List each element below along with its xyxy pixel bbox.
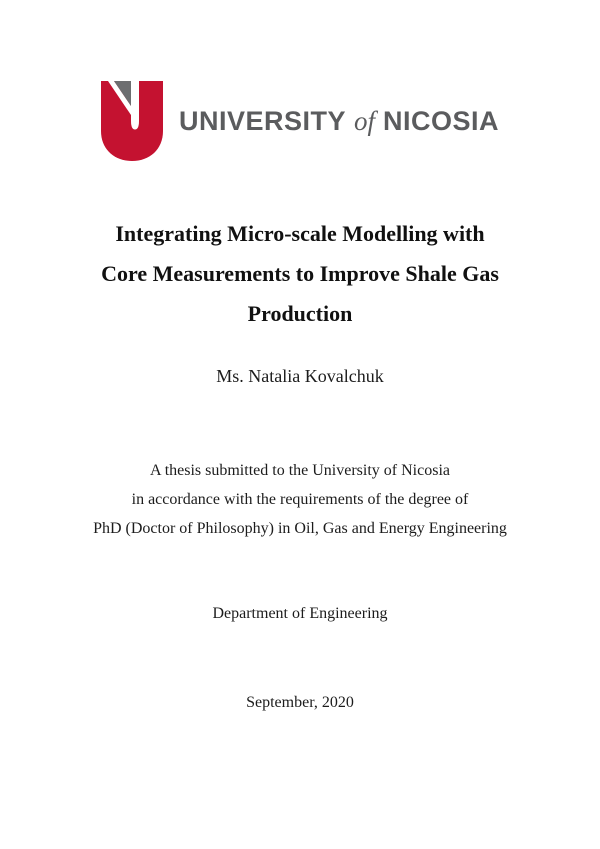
author-name: Ms. Natalia Kovalchuk xyxy=(216,366,384,386)
thesis-statement xyxy=(0,456,600,543)
department-name: Department of Engineering xyxy=(212,605,388,622)
thesis-title-line-1: Integrating Micro-scale Modelling with xyxy=(115,221,485,246)
thesis-title-line-2: Core Measurements to Improve Shale Gas xyxy=(101,261,499,286)
university-logo xyxy=(101,81,499,161)
university-wordmark xyxy=(179,106,499,137)
thesis-title xyxy=(0,214,600,334)
university-logo-icon xyxy=(101,81,163,161)
thesis-statement-line-2: in accordance with the requirements of the degree of xyxy=(131,491,469,508)
wordmark-nicosia: NICOSIA xyxy=(383,105,500,136)
thesis-statement-line-1: A thesis submitted to the University of Nicosia xyxy=(150,462,450,479)
wordmark-of: of xyxy=(354,105,376,136)
logo-notch-shape xyxy=(131,81,139,130)
submission-date: September, 2020 xyxy=(246,694,354,711)
wordmark-university: UNIVERSITY xyxy=(179,105,347,136)
thesis-title-line-3: Production xyxy=(247,301,353,326)
thesis-statement-line-3: PhD (Doctor of Philosophy) in Oil, Gas and Energy Engineering xyxy=(93,520,507,537)
